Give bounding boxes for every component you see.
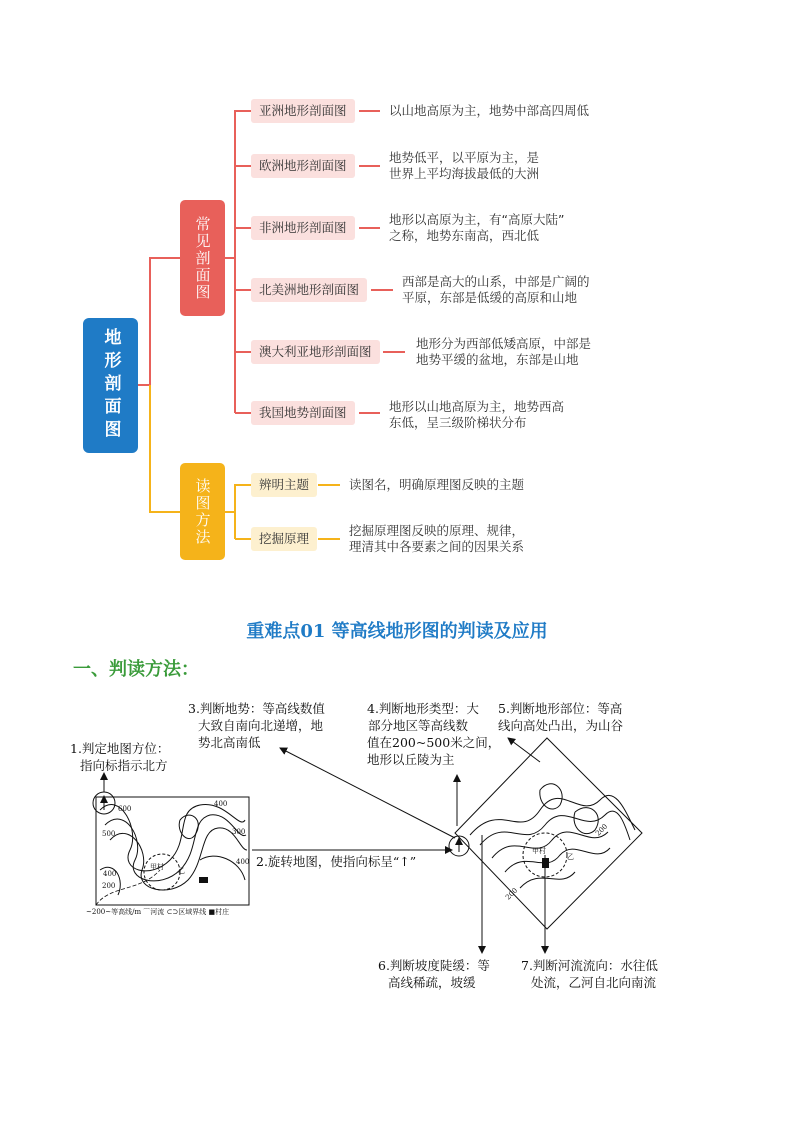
chip-china: 我国地势剖面图 xyxy=(251,401,355,425)
step-4-note: 4.判断地形类型：大 部分地区等高线数 值在200~500米之间， 地形以丘陵为主 xyxy=(367,701,501,767)
desc-africa: 地形以高原为主，有“高原大陆” 之称，地势东南高，西北低 xyxy=(389,212,565,243)
step-1-note: 1.判定地图方位： 指向标指示北方 xyxy=(70,741,170,773)
contour-label-400b: 400 xyxy=(103,870,117,878)
map-legend: ~200~等高线/m ⌒河流 ⊂⊃区域界线 ■村庄 xyxy=(86,908,230,916)
branch-label: 读图方法 xyxy=(193,477,212,546)
desc-europe: 地势低平，以平原为主，是 世界上平均海拔最低的大洲 xyxy=(389,150,540,181)
desc-china: 地形以山地高原为主，地势西高 东低，呈三级阶梯状分布 xyxy=(389,399,565,430)
branch-label: 常见剖面图 xyxy=(193,215,212,301)
contour-label-500: 500 xyxy=(102,830,116,838)
contour-label-200c: 200 xyxy=(594,822,610,838)
desc-dig-principle: 挖掘原理图反映的原理、规律， 理清其中各要素之间的因果关系 xyxy=(349,523,525,554)
section-heading: 一、判读方法： xyxy=(73,659,199,680)
village-label-left: 甲村 xyxy=(150,863,164,871)
step-3-note: 3.判断地势：等高线数值 大致自南向北递增，地 势北高南低 xyxy=(188,701,325,750)
village-label-right: 甲村 xyxy=(532,847,546,855)
left-region-boundary xyxy=(144,854,180,890)
step-5-note: 5.判断地形部位：等高 线向高处凸出，为山谷 xyxy=(498,701,624,733)
contour-label-200a: 200 xyxy=(102,882,116,890)
step-6-note: 6.判断坡度陡缓：等 高线稀疏，坡缓 xyxy=(378,958,490,990)
desc-australia: 地形分为西部低矮高原，中部是 地势平缓的盆地，东部是山地 xyxy=(416,336,592,367)
right-village-marker xyxy=(542,858,549,868)
river-label-right: 乙 xyxy=(567,853,574,861)
desc-asia: 以山地高原为主，地势中部高四周低 xyxy=(389,103,590,118)
chip-identify-theme: 辨明主题 xyxy=(251,473,317,497)
chip-north-america: 北美洲地形剖面图 xyxy=(251,278,367,302)
contour-label-400c: 400 xyxy=(236,858,250,866)
key-point-heading: 重难点01 等高线地形图的判读及应用 xyxy=(246,621,548,642)
chip-asia: 亚洲地形剖面图 xyxy=(251,99,355,123)
step-7-note: 7.判断河流流向：水往低 处流，乙河自北向南流 xyxy=(521,958,658,990)
contour-label-200b: 200 xyxy=(504,886,520,902)
desc-identify-theme: 读图名，明确原理图反映的主题 xyxy=(349,477,525,492)
chip-africa: 非洲地形剖面图 xyxy=(251,216,355,240)
river-label-left: 乙 xyxy=(178,867,185,875)
contour-label-600: 600 xyxy=(118,805,132,813)
chip-europe: 欧洲地形剖面图 xyxy=(251,154,355,178)
chip-dig-principle: 挖掘原理 xyxy=(251,527,317,551)
desc-north-america: 西部是高大的山系，中部是广阔的 平原，东部是低缓的高原和山地 xyxy=(402,274,590,305)
step-2-note: 2.旋转地图，使指向标呈“↑” xyxy=(256,854,417,869)
contour-label-300: 300 xyxy=(232,828,246,836)
root-label: 地形剖面图 xyxy=(100,328,121,443)
chip-australia: 澳大利亚地形剖面图 xyxy=(251,340,380,364)
left-village-marker xyxy=(199,877,208,883)
contour-label-400a: 400 xyxy=(214,800,228,808)
